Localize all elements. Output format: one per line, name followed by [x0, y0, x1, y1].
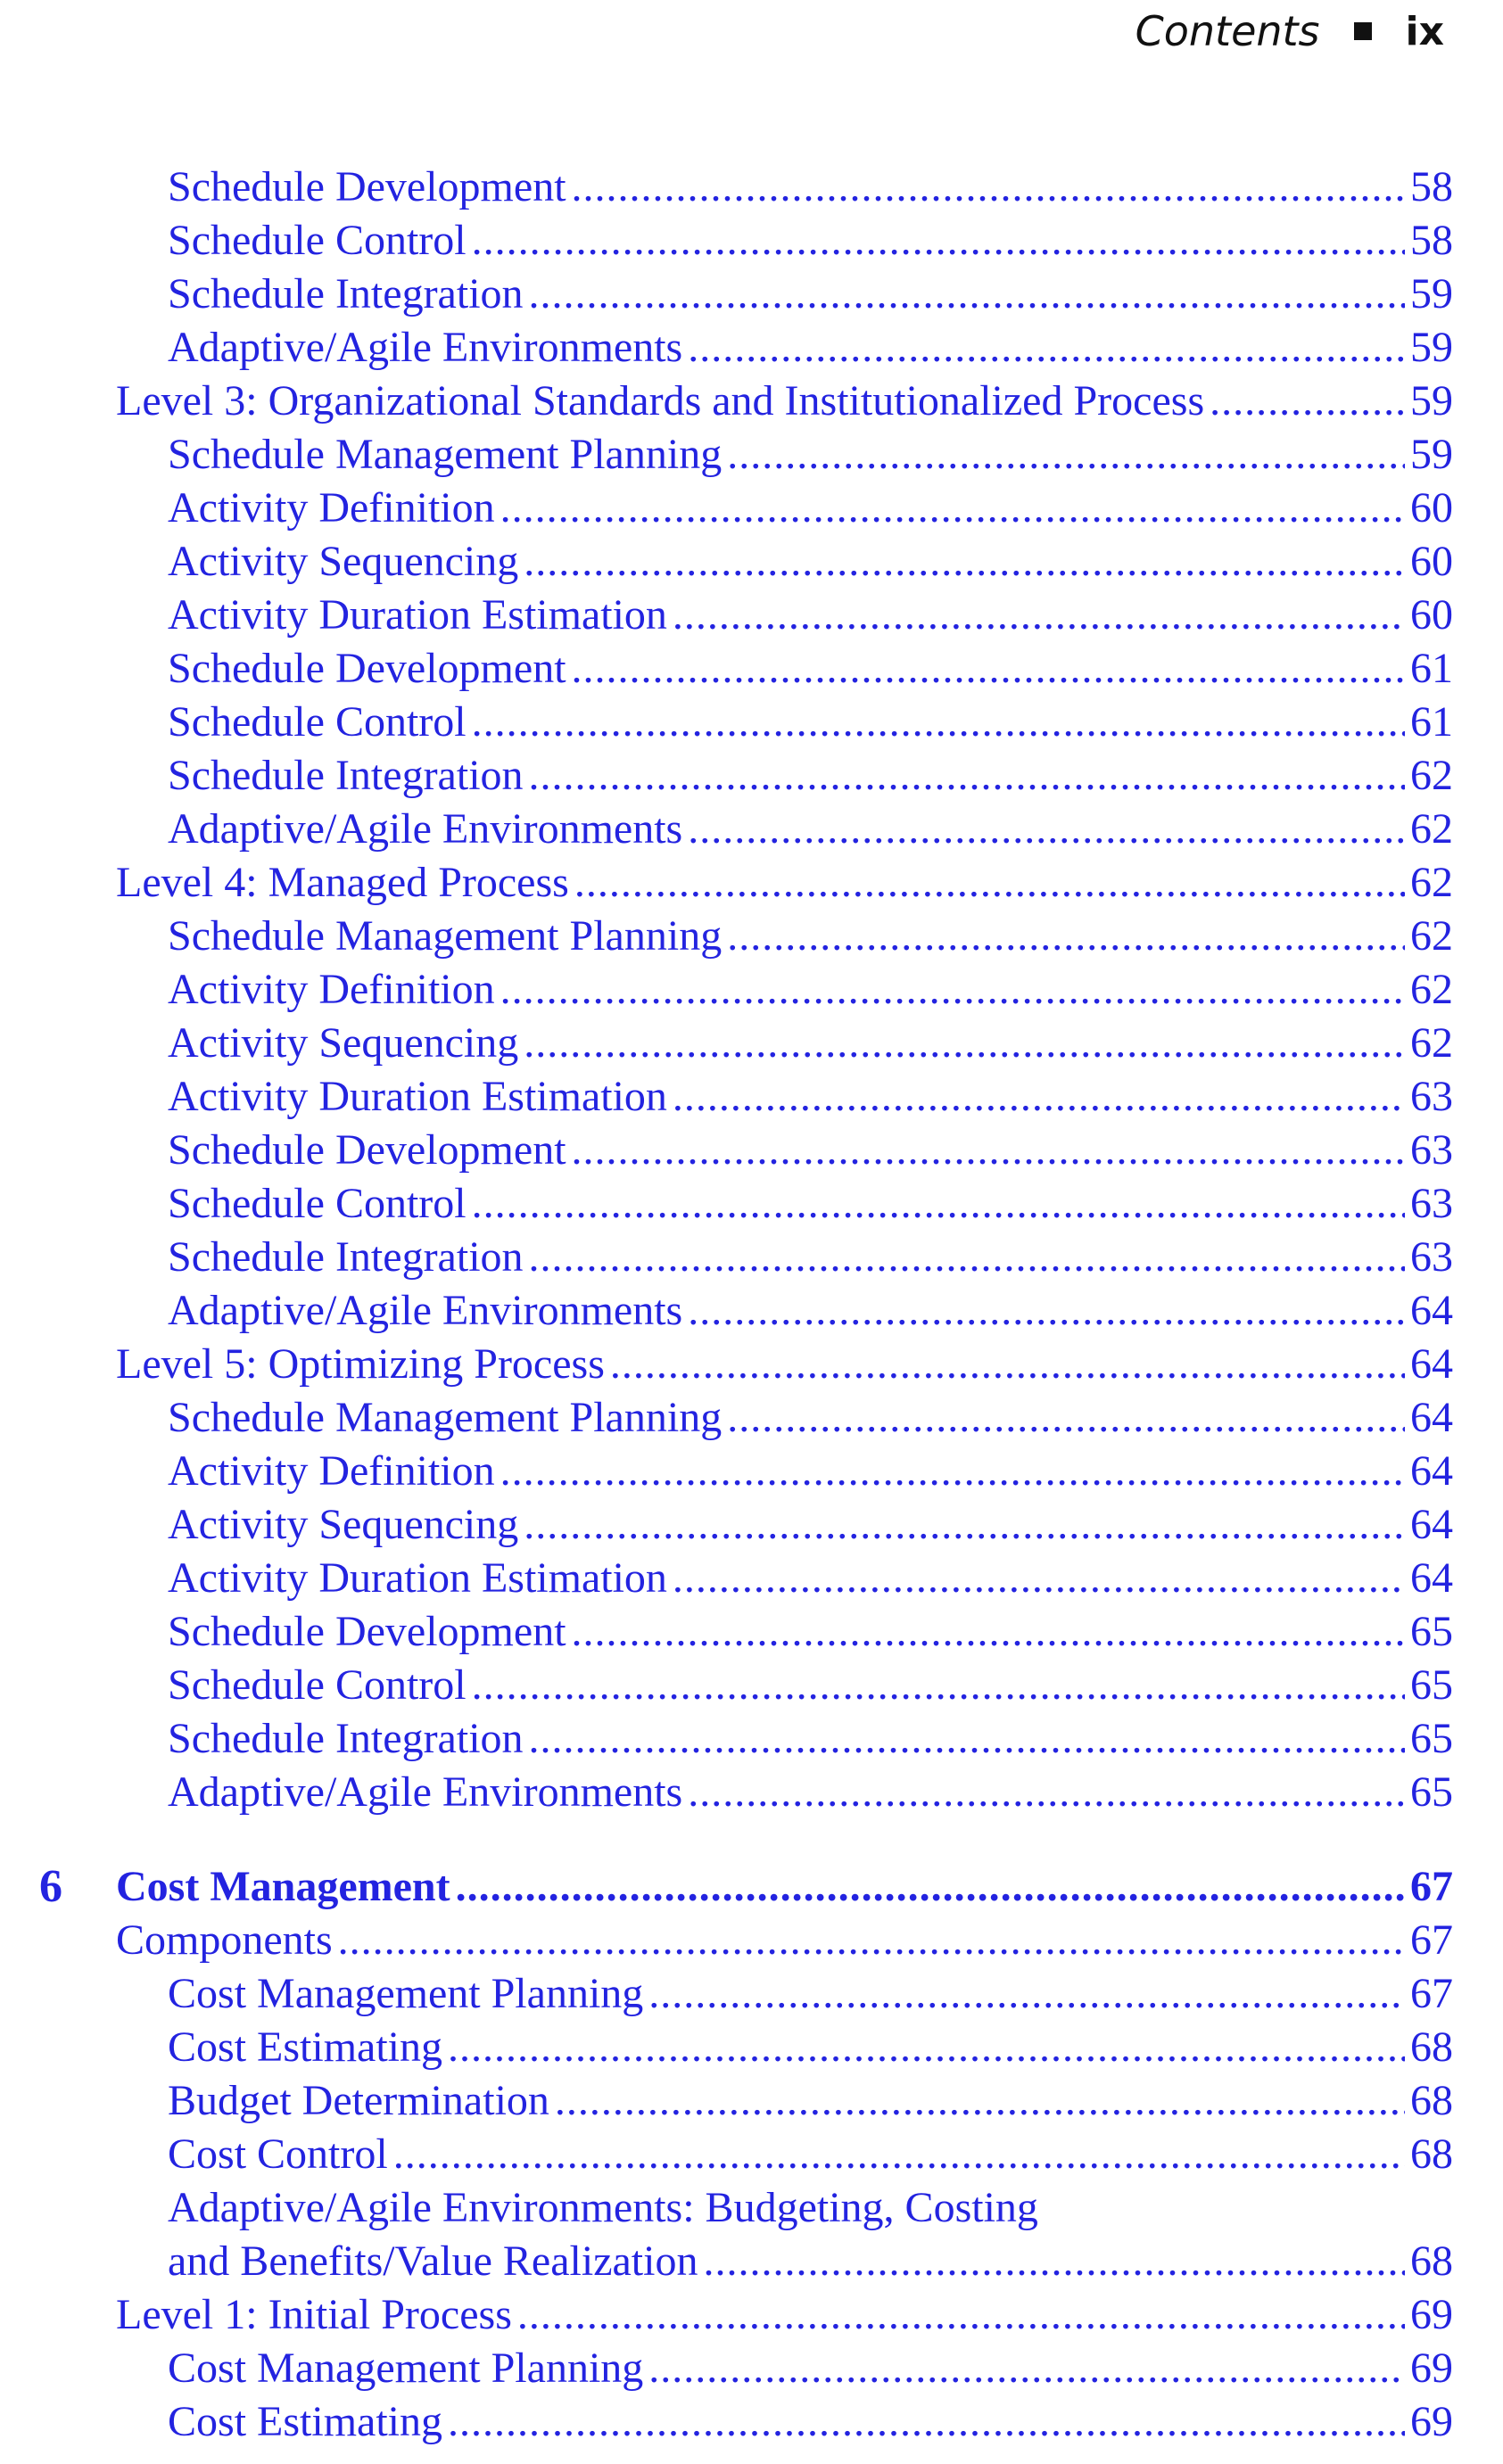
toc-entry-label: Activity Duration Estimation [168, 1554, 667, 1602]
toc-entry[interactable] [0, 1967, 1503, 2021]
toc-chapter-entry[interactable] [0, 1860, 1503, 1914]
toc-entry-label: Level 3: Organizational Standards and Institutionalized Process [116, 377, 1205, 424]
toc-entry[interactable] [0, 321, 1503, 375]
toc-entry[interactable] [0, 428, 1503, 482]
toc-entry[interactable] [0, 1766, 1503, 1819]
toc-entry-page: 69 [1410, 2345, 1453, 2392]
toc-entry-page: 68 [1410, 2237, 1453, 2285]
dot-leader [524, 1498, 1405, 1552]
toc-entry-page: 67 [1410, 1916, 1453, 1964]
toc-entry[interactable] [0, 2288, 1503, 2342]
dot-leader [688, 1284, 1405, 1338]
toc-entry-page: 59 [1410, 431, 1453, 478]
toc-entry[interactable] [0, 856, 1503, 910]
toc-entry[interactable] [0, 1712, 1503, 1766]
dot-leader [517, 2288, 1405, 2342]
toc-entry-label: Adaptive/Agile Environments [168, 1768, 683, 1816]
toc-entry-page: 63 [1410, 1180, 1453, 1227]
toc-entry-label: Cost Control [168, 2130, 388, 2178]
toc-entry[interactable] [0, 1605, 1503, 1659]
dot-leader [727, 910, 1405, 963]
toc-entry-label: Schedule Management Planning [168, 431, 723, 478]
toc-entry-page: 65 [1410, 1768, 1453, 1816]
toc-entry-page: 60 [1410, 538, 1453, 585]
dot-leader [572, 1605, 1405, 1659]
dot-leader [574, 856, 1405, 910]
toc-entry-page: 64 [1410, 1340, 1453, 1388]
toc-entry-page: 58 [1410, 163, 1453, 210]
toc-entry[interactable] [0, 963, 1503, 1017]
dot-leader [648, 2342, 1405, 2395]
dot-leader [472, 696, 1405, 749]
toc-entry-label: Level 5: Optimizing Process [116, 1340, 605, 1388]
toc-entry[interactable] [0, 1177, 1503, 1231]
dot-leader [673, 1552, 1405, 1605]
toc-entry-label: Activity Definition [168, 1447, 495, 1495]
dot-leader [648, 1967, 1405, 2021]
chapter-number: 6 [39, 1861, 62, 1912]
toc-entry[interactable] [0, 1498, 1503, 1552]
toc-entry-page: 62 [1410, 752, 1453, 799]
toc-entry[interactable] [0, 375, 1503, 428]
toc-entry-page: 62 [1410, 859, 1453, 906]
toc-entry[interactable] [0, 2342, 1503, 2395]
toc-entry-label: Schedule Development [168, 1126, 566, 1174]
dot-leader [529, 1231, 1405, 1284]
toc-entry-label: Schedule Integration [168, 752, 524, 799]
dot-leader [688, 1766, 1405, 1819]
dot-leader [524, 535, 1405, 589]
toc-entry[interactable] [0, 1124, 1503, 1177]
toc-entry-label: Activity Sequencing [168, 1019, 519, 1067]
dot-leader [500, 1445, 1405, 1498]
running-head [1136, 7, 1444, 55]
toc-entry-label: Activity Duration Estimation [168, 1073, 667, 1120]
toc-entry-page: 63 [1410, 1233, 1453, 1281]
toc-entry-label: Activity Definition [168, 966, 495, 1013]
dot-leader [472, 1177, 1405, 1231]
square-bullet-icon [1354, 22, 1372, 40]
toc-entry[interactable] [0, 214, 1503, 268]
dot-leader [448, 2021, 1405, 2074]
toc-entry[interactable] [0, 910, 1503, 963]
toc-entry-page: 64 [1410, 1554, 1453, 1602]
toc-entry-label: Budget Determination [168, 2077, 549, 2124]
toc-entry-page: 64 [1410, 1501, 1453, 1548]
toc-entry[interactable] [0, 1070, 1503, 1124]
toc-entry-page: 68 [1410, 2130, 1453, 2178]
toc-entry[interactable] [0, 1552, 1503, 1605]
toc-entry-label: Schedule Control [168, 698, 467, 746]
toc-entry[interactable] [0, 161, 1503, 214]
dot-leader [688, 321, 1405, 375]
toc-entry[interactable] [0, 1391, 1503, 1445]
toc-entry[interactable] [0, 535, 1503, 589]
dot-leader [472, 214, 1405, 268]
toc-entry[interactable] [0, 1445, 1503, 1498]
toc-entry-page: 61 [1410, 645, 1453, 692]
toc-entry-label: Schedule Development [168, 163, 566, 210]
toc-entry-label: Cost Management Planning [168, 2345, 644, 2392]
toc-entry-page: 61 [1410, 698, 1453, 746]
toc-entry[interactable] [0, 2128, 1503, 2181]
toc-entry-label: Schedule Control [168, 217, 467, 264]
toc-entry[interactable] [0, 1231, 1503, 1284]
toc-entry-label: Cost Management Planning [168, 1970, 644, 2017]
dot-leader [524, 1017, 1405, 1070]
dot-leader [688, 803, 1405, 856]
toc-entry-page: 60 [1410, 591, 1453, 639]
toc-entry-label: Schedule Integration [168, 1715, 524, 1762]
dot-leader [448, 2395, 1405, 2449]
toc-entry-page: 65 [1410, 1608, 1453, 1655]
toc-entry-page: 65 [1410, 1715, 1453, 1762]
toc-entry-page: 59 [1410, 377, 1453, 424]
toc-entry-page: 64 [1410, 1447, 1453, 1495]
dot-leader [529, 749, 1405, 803]
toc-entry-label: Adaptive/Agile Environments [168, 805, 683, 853]
toc-entry-label: Schedule Development [168, 1608, 566, 1655]
toc-entry-label: Level 1: Initial Process [116, 2291, 512, 2338]
table-of-contents [0, 161, 1503, 2449]
toc-entry-page: 59 [1410, 324, 1453, 371]
dot-leader [500, 963, 1405, 1017]
toc-entry[interactable] [0, 268, 1503, 321]
toc-entry-page: 64 [1410, 1287, 1453, 1334]
running-head-title: Contents [1135, 7, 1320, 55]
toc-entry[interactable] [0, 589, 1503, 642]
toc-entry[interactable] [0, 2074, 1503, 2128]
toc-entry-page: 68 [1410, 2023, 1453, 2071]
toc-entry-page: 62 [1410, 912, 1453, 960]
dot-leader [529, 268, 1405, 321]
dot-leader [456, 1860, 1405, 1914]
dot-leader [610, 1338, 1405, 1391]
toc-entry-page: 58 [1410, 217, 1453, 264]
toc-entry-label: Cost Management [116, 1863, 450, 1910]
toc-entry-page: 59 [1410, 270, 1453, 317]
toc-entry[interactable] [0, 482, 1503, 535]
toc-entry[interactable] [0, 1284, 1503, 1338]
toc-entry-label: Schedule Control [168, 1180, 467, 1227]
toc-entry[interactable] [0, 2235, 1503, 2288]
dot-leader [673, 589, 1405, 642]
dot-leader [393, 2128, 1405, 2181]
toc-entry-label: Schedule Management Planning [168, 912, 723, 960]
toc-entry-page: 62 [1410, 966, 1453, 1013]
toc-entry-page: 62 [1410, 805, 1453, 853]
toc-entry[interactable] [0, 1914, 1503, 1967]
toc-entry-page: 67 [1410, 1863, 1453, 1910]
dot-leader [572, 642, 1405, 696]
toc-entry[interactable] [0, 696, 1503, 749]
toc-entry-label: Activity Sequencing [168, 538, 519, 585]
toc-entry-page: 62 [1410, 1019, 1453, 1067]
dot-leader [529, 1712, 1405, 1766]
toc-entry-page: 63 [1410, 1073, 1453, 1120]
toc-entry[interactable] [0, 2181, 1503, 2235]
toc-entry-label: Schedule Management Planning [168, 1394, 723, 1441]
toc-entry[interactable] [0, 2395, 1503, 2449]
toc-entry[interactable] [0, 2021, 1503, 2074]
toc-entry-label: Cost Estimating [168, 2023, 443, 2071]
dot-leader [673, 1070, 1405, 1124]
dot-leader [572, 161, 1405, 214]
toc-entry-label: Adaptive/Agile Environments: Budgeting, Costing [168, 2184, 1038, 2231]
toc-entry-label: Schedule Integration [168, 270, 524, 317]
toc-entry-page: 63 [1410, 1126, 1453, 1174]
toc-entry-label: Schedule Control [168, 1661, 467, 1709]
toc-entry-page: 64 [1410, 1394, 1453, 1441]
toc-entry[interactable] [0, 642, 1503, 696]
toc-entry-page: 69 [1410, 2398, 1453, 2445]
toc-entry-label: Level 4: Managed Process [116, 859, 569, 906]
toc-entry[interactable] [0, 749, 1503, 803]
toc-entry-page: 68 [1410, 2077, 1453, 2124]
toc-entry-label: Cost Estimating [168, 2398, 443, 2445]
toc-entry-page: 65 [1410, 1661, 1453, 1709]
toc-entry[interactable] [0, 1338, 1503, 1391]
dot-leader [500, 482, 1405, 535]
dot-leader [338, 1914, 1405, 1967]
toc-entry-label: Schedule Development [168, 645, 566, 692]
toc-entry[interactable] [0, 803, 1503, 856]
toc-entry[interactable] [0, 1659, 1503, 1712]
dot-leader [727, 428, 1405, 482]
toc-entry-label: and Benefits/Value Realization [168, 2237, 698, 2285]
dot-leader [572, 1124, 1405, 1177]
toc-entry-label: Adaptive/Agile Environments [168, 324, 683, 371]
dot-leader [1210, 375, 1405, 428]
toc-entry-page: 60 [1410, 484, 1453, 532]
toc-entry-page: 69 [1410, 2291, 1453, 2338]
toc-entry-label: Components [116, 1916, 333, 1964]
dot-leader [472, 1659, 1405, 1712]
dot-leader [727, 1391, 1405, 1445]
dot-leader [555, 2074, 1405, 2128]
toc-entry-label: Adaptive/Agile Environments [168, 1287, 683, 1334]
toc-entry[interactable] [0, 1017, 1503, 1070]
toc-entry-page: 67 [1410, 1970, 1453, 2017]
page-number: ix [1405, 8, 1444, 54]
toc-entry-label: Schedule Integration [168, 1233, 524, 1281]
dot-leader [703, 2235, 1405, 2288]
toc-entry-label: Activity Duration Estimation [168, 591, 667, 639]
toc-entry-label: Activity Sequencing [168, 1501, 519, 1548]
toc-entry-label: Activity Definition [168, 484, 495, 532]
